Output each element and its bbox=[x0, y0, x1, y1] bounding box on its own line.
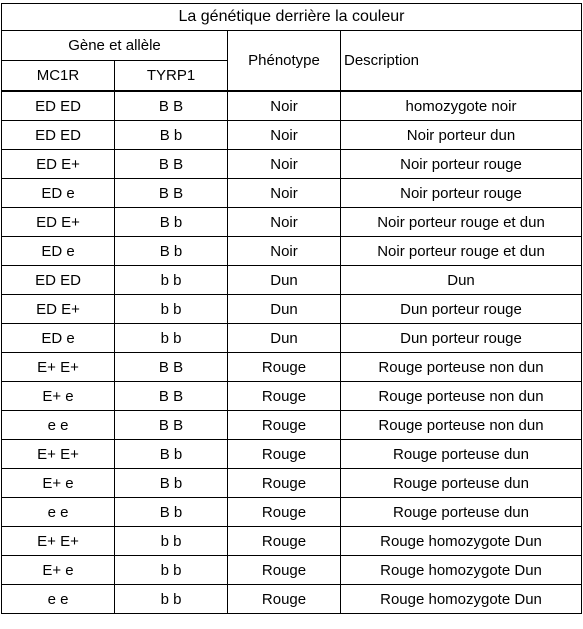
table-row bbox=[2, 556, 582, 585]
table-row bbox=[2, 150, 582, 179]
description-cell: Dun porteur rouge bbox=[341, 295, 582, 324]
table-row bbox=[2, 527, 582, 556]
table-row bbox=[2, 121, 582, 150]
description-cell: Dun bbox=[341, 266, 582, 295]
table-title: La génétique derrière la couleur bbox=[2, 4, 582, 31]
table-row bbox=[2, 382, 582, 411]
table-row bbox=[2, 469, 582, 498]
genetics-table bbox=[1, 3, 582, 614]
description-cell: Rouge porteuse non dun bbox=[341, 353, 582, 382]
tyrp1-cell: b b bbox=[115, 556, 228, 585]
table-row bbox=[2, 295, 582, 324]
description-cell: Rouge porteuse non dun bbox=[341, 411, 582, 440]
mc1r-cell: ED E+ bbox=[2, 295, 115, 324]
phenotype-cell: Noir bbox=[228, 150, 341, 179]
phenotype-header: Phénotype bbox=[228, 31, 341, 92]
description-cell: homozygote noir bbox=[341, 91, 582, 121]
tyrp1-cell: b b bbox=[115, 295, 228, 324]
description-cell: Rouge homozygote Dun bbox=[341, 556, 582, 585]
tyrp1-cell: B B bbox=[115, 150, 228, 179]
mc1r-cell: ED e bbox=[2, 179, 115, 208]
table-row bbox=[2, 411, 582, 440]
phenotype-cell: Dun bbox=[228, 295, 341, 324]
description-cell: Noir porteur rouge bbox=[341, 179, 582, 208]
description-cell: Dun porteur rouge bbox=[341, 324, 582, 353]
phenotype-cell: Rouge bbox=[228, 556, 341, 585]
phenotype-cell: Dun bbox=[228, 324, 341, 353]
mc1r-cell: e e bbox=[2, 498, 115, 527]
phenotype-cell: Rouge bbox=[228, 353, 341, 382]
description-cell: Rouge porteuse dun bbox=[341, 440, 582, 469]
phenotype-cell: Noir bbox=[228, 237, 341, 266]
description-cell: Noir porteur dun bbox=[341, 121, 582, 150]
tyrp1-cell: B B bbox=[115, 382, 228, 411]
phenotype-cell: Rouge bbox=[228, 440, 341, 469]
table-row bbox=[2, 498, 582, 527]
mc1r-cell: ED E+ bbox=[2, 150, 115, 179]
mc1r-cell: ED ED bbox=[2, 121, 115, 150]
mc1r-cell: e e bbox=[2, 585, 115, 614]
mc1r-cell: E+ E+ bbox=[2, 527, 115, 556]
phenotype-cell: Dun bbox=[228, 266, 341, 295]
description-cell: Noir porteur rouge et dun bbox=[341, 237, 582, 266]
table-row bbox=[2, 585, 582, 614]
description-cell: Rouge porteuse dun bbox=[341, 498, 582, 527]
tyrp1-cell: B B bbox=[115, 179, 228, 208]
mc1r-cell: E+ e bbox=[2, 469, 115, 498]
mc1r-cell: E+ e bbox=[2, 556, 115, 585]
tyrp1-cell: B B bbox=[115, 91, 228, 121]
phenotype-cell: Noir bbox=[228, 208, 341, 237]
mc1r-cell: ED e bbox=[2, 324, 115, 353]
phenotype-cell: Rouge bbox=[228, 411, 341, 440]
tyrp1-cell: B b bbox=[115, 208, 228, 237]
phenotype-cell: Noir bbox=[228, 121, 341, 150]
tyrp1-header: TYRP1 bbox=[115, 61, 228, 92]
phenotype-cell: Rouge bbox=[228, 382, 341, 411]
mc1r-cell: E+ e bbox=[2, 382, 115, 411]
table-row bbox=[2, 324, 582, 353]
tyrp1-cell: B b bbox=[115, 237, 228, 266]
description-cell: Rouge homozygote Dun bbox=[341, 527, 582, 556]
table-row bbox=[2, 440, 582, 469]
tyrp1-cell: B b bbox=[115, 469, 228, 498]
mc1r-cell: E+ E+ bbox=[2, 353, 115, 382]
mc1r-cell: ED ED bbox=[2, 91, 115, 121]
description-cell: Noir porteur rouge et dun bbox=[341, 208, 582, 237]
description-cell: Rouge porteuse non dun bbox=[341, 382, 582, 411]
tyrp1-cell: B b bbox=[115, 498, 228, 527]
description-cell: Rouge porteuse dun bbox=[341, 469, 582, 498]
table-row bbox=[2, 353, 582, 382]
mc1r-cell: E+ E+ bbox=[2, 440, 115, 469]
phenotype-cell: Rouge bbox=[228, 469, 341, 498]
gene-allele-header: Gène et allèle bbox=[2, 31, 228, 61]
tyrp1-cell: b b bbox=[115, 527, 228, 556]
mc1r-cell: e e bbox=[2, 411, 115, 440]
table-row bbox=[2, 237, 582, 266]
mc1r-cell: ED ED bbox=[2, 266, 115, 295]
table-row bbox=[2, 91, 582, 121]
table-row bbox=[2, 179, 582, 208]
description-cell: Rouge homozygote Dun bbox=[341, 585, 582, 614]
description-cell: Noir porteur rouge bbox=[341, 150, 582, 179]
table-row bbox=[2, 266, 582, 295]
tyrp1-cell: B b bbox=[115, 440, 228, 469]
phenotype-cell: Rouge bbox=[228, 498, 341, 527]
tyrp1-cell: B B bbox=[115, 411, 228, 440]
tyrp1-cell: b b bbox=[115, 585, 228, 614]
table-row bbox=[2, 208, 582, 237]
phenotype-cell: Rouge bbox=[228, 527, 341, 556]
mc1r-header: MC1R bbox=[2, 61, 115, 92]
phenotype-cell: Rouge bbox=[228, 585, 341, 614]
tyrp1-cell: B b bbox=[115, 121, 228, 150]
tyrp1-cell: b b bbox=[115, 266, 228, 295]
phenotype-cell: Noir bbox=[228, 91, 341, 121]
mc1r-cell: ED e bbox=[2, 237, 115, 266]
phenotype-cell: Noir bbox=[228, 179, 341, 208]
tyrp1-cell: B B bbox=[115, 353, 228, 382]
mc1r-cell: ED E+ bbox=[2, 208, 115, 237]
tyrp1-cell: b b bbox=[115, 324, 228, 353]
description-header: Description bbox=[341, 31, 582, 92]
